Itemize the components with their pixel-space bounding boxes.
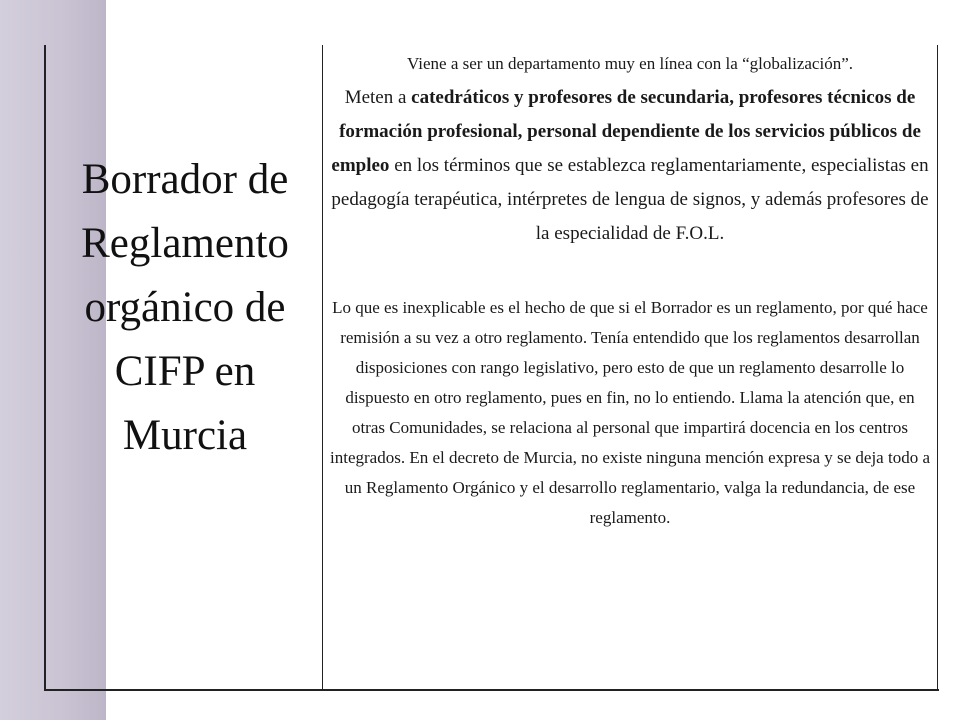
- title-cell: [48, 45, 322, 689]
- title-line: Reglamento: [81, 220, 289, 267]
- paragraph-commentary: Lo que es inexplicable es el hecho de que si el Borrador es un reglamento, por qué hace remisión a su vez a otro reglamento. Tenía entendido que los reglamentos desarrollan disposiciones con rango legislativo, pero esto de que un reglamento desarrolle lo dispuesto en otro reglamento, pues en fin, no lo entiendo. Llama la atención que, en otras Comunidades, se relaciona al personal que impartirá docencia en los centros integrados. En el decreto de Murcia, no existe ninguna mención expresa y se deja todo a un Reglamento Orgánico y el desarrollo reglamentario, valga la redundancia, de ese reglamento.: [330, 298, 930, 527]
- title-line: Borrador de: [81, 156, 289, 203]
- paragraph-text: Meten a: [344, 87, 412, 108]
- paragraph-bold-text: catedráticos y profesores de secundaria, profesores técnicos de formación profesional, personal dependiente de los servicios públicos de empleo: [331, 87, 921, 176]
- table-border-left: [44, 45, 46, 691]
- paragraph-members: [327, 47, 933, 251]
- paragraph-intro-line: Viene a ser un departamento muy en línea con la “globalización”.: [407, 54, 853, 73]
- title-line: CIFP en: [114, 348, 256, 395]
- title-line: orgánico de: [84, 284, 286, 331]
- content-cell: [323, 45, 937, 689]
- title-line: Murcia: [122, 412, 248, 459]
- slide-title: [55, 148, 315, 468]
- table-border-right: [937, 45, 938, 691]
- paragraph-text: en los términos que se establezca reglamentariamente, especialistas en pedagogía terapéutica, intérpretes de lengua de signos, y además profesores de la especialidad de F.O.L.: [331, 155, 929, 244]
- table-border-bottom: [44, 689, 939, 691]
